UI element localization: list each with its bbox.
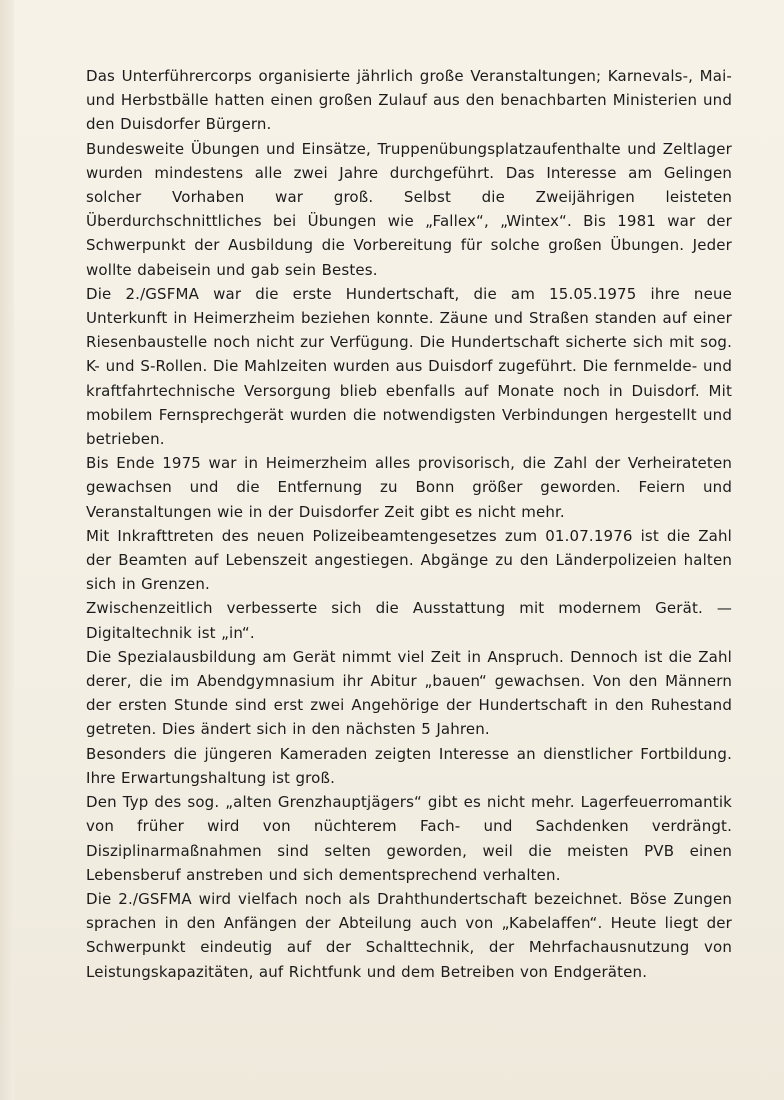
paragraph: Das Unterführercorps organisierte jährlich große Veranstaltungen; Karnevals-, Mai- und Herbstbälle hatten einen großen Zulauf aus den benachbarten Ministerien und den Duisdorfer Bürgern. bbox=[86, 67, 732, 134]
paragraph: Zwischenzeitlich verbesserte sich die Ausstattung mit modernem Gerät. — Digitaltechnik ist „in“. bbox=[86, 599, 732, 642]
body-text bbox=[86, 64, 732, 984]
paragraph: Besonders die jüngeren Kameraden zeigten Interesse an dienstlicher Fortbildung. Ihre Erwartungshaltung ist groß. bbox=[86, 744, 732, 787]
paragraph: Bis Ende 1975 war in Heimerzheim alles provisorisch, die Zahl der Verheirateten gewachsen und die Entfernung zu Bonn größer geworden. Feiern und Veranstaltungen wie in der Duisdorfer Zeit gibt es nicht mehr. bbox=[86, 454, 732, 521]
paragraph: Den Typ des sog. „alten Grenzhauptjägers“ gibt es nicht mehr. Lagerfeuerromantik von früher wird von nüchterem Fach- und Sachdenken verdrängt. Disziplinarmaßnahmen sind selten geworden, weil die meisten PVB einen Lebensberuf anstreben und sich dementsprechend verhalten. bbox=[86, 793, 732, 884]
paragraph: Bundesweite Übungen und Einsätze, Truppenübungsplatzaufenthalte und Zeltlager wurden mindestens alle zwei Jahre durchgeführt. Das Interesse am Gelingen solcher Vorhaben war groß. Selbst die Zweijährigen leisteten Überdurchschnittliches bei Übungen wie „Fallex“, „Wintex“. Bis 1981 war der Schwerpunkt der Ausbildung die Vorbereitung für solche großen Übungen. Jeder wollte dabeisein und gab sein Bestes. bbox=[86, 139, 732, 279]
paragraph: Die 2./GSFMA wird vielfach noch als Drahthundertschaft bezeichnet. Böse Zungen sprachen in den Anfängen der Abteilung auch von „Kabelaffen“. Heute liegt der Schwerpunkt eindeutig auf der Schalttechnik, der Mehrfachausnutzung von Leistungskapazitäten, auf Richtfunk und dem Betreiben von Endgeräten. bbox=[86, 889, 732, 981]
paragraph: Die 2./GSFMA war die erste Hundertschaft, die am 15.05.1975 ihre neue Unterkunft in Heimerzheim beziehen konnte. Zäune und Straßen standen auf einer Riesenbaustelle noch nicht zur Verfügung. Die Hundertschaft sicherte sich mit sog. K- und S-Rollen. Die Mahlzeiten wurden aus Duisdorf zugeführt. Die fernmelde- und kraftfahrtechnische Versorgung blieb ebenfalls auf Monate noch in Duisdorf. Mit mobilem Fernsprechgerät wurden die notwendigsten Verbindungen hergestellt und betrieben. bbox=[86, 284, 732, 449]
paragraph: Die Spezialausbildung am Gerät nimmt viel Zeit in Anspruch. Dennoch ist die Zahl derer, die im Abendgymnasium ihr Abitur „bauen“ gewachsen. Von den Männern der ersten Stunde sind erst zwei Angehörige der Hundertschaft in den Ruhestand getreten. Dies ändert sich in den nächsten 5 Jahren. bbox=[86, 647, 732, 739]
page-edge bbox=[0, 0, 14, 1100]
paragraph: Mit Inkrafttreten des neuen Polizeibeamtengesetzes zum 01.07.1976 ist die Zahl der Beamten auf Lebenszeit angestiegen. Abgänge zu den Länderpolizeien halten sich in Grenzen. bbox=[86, 526, 732, 594]
